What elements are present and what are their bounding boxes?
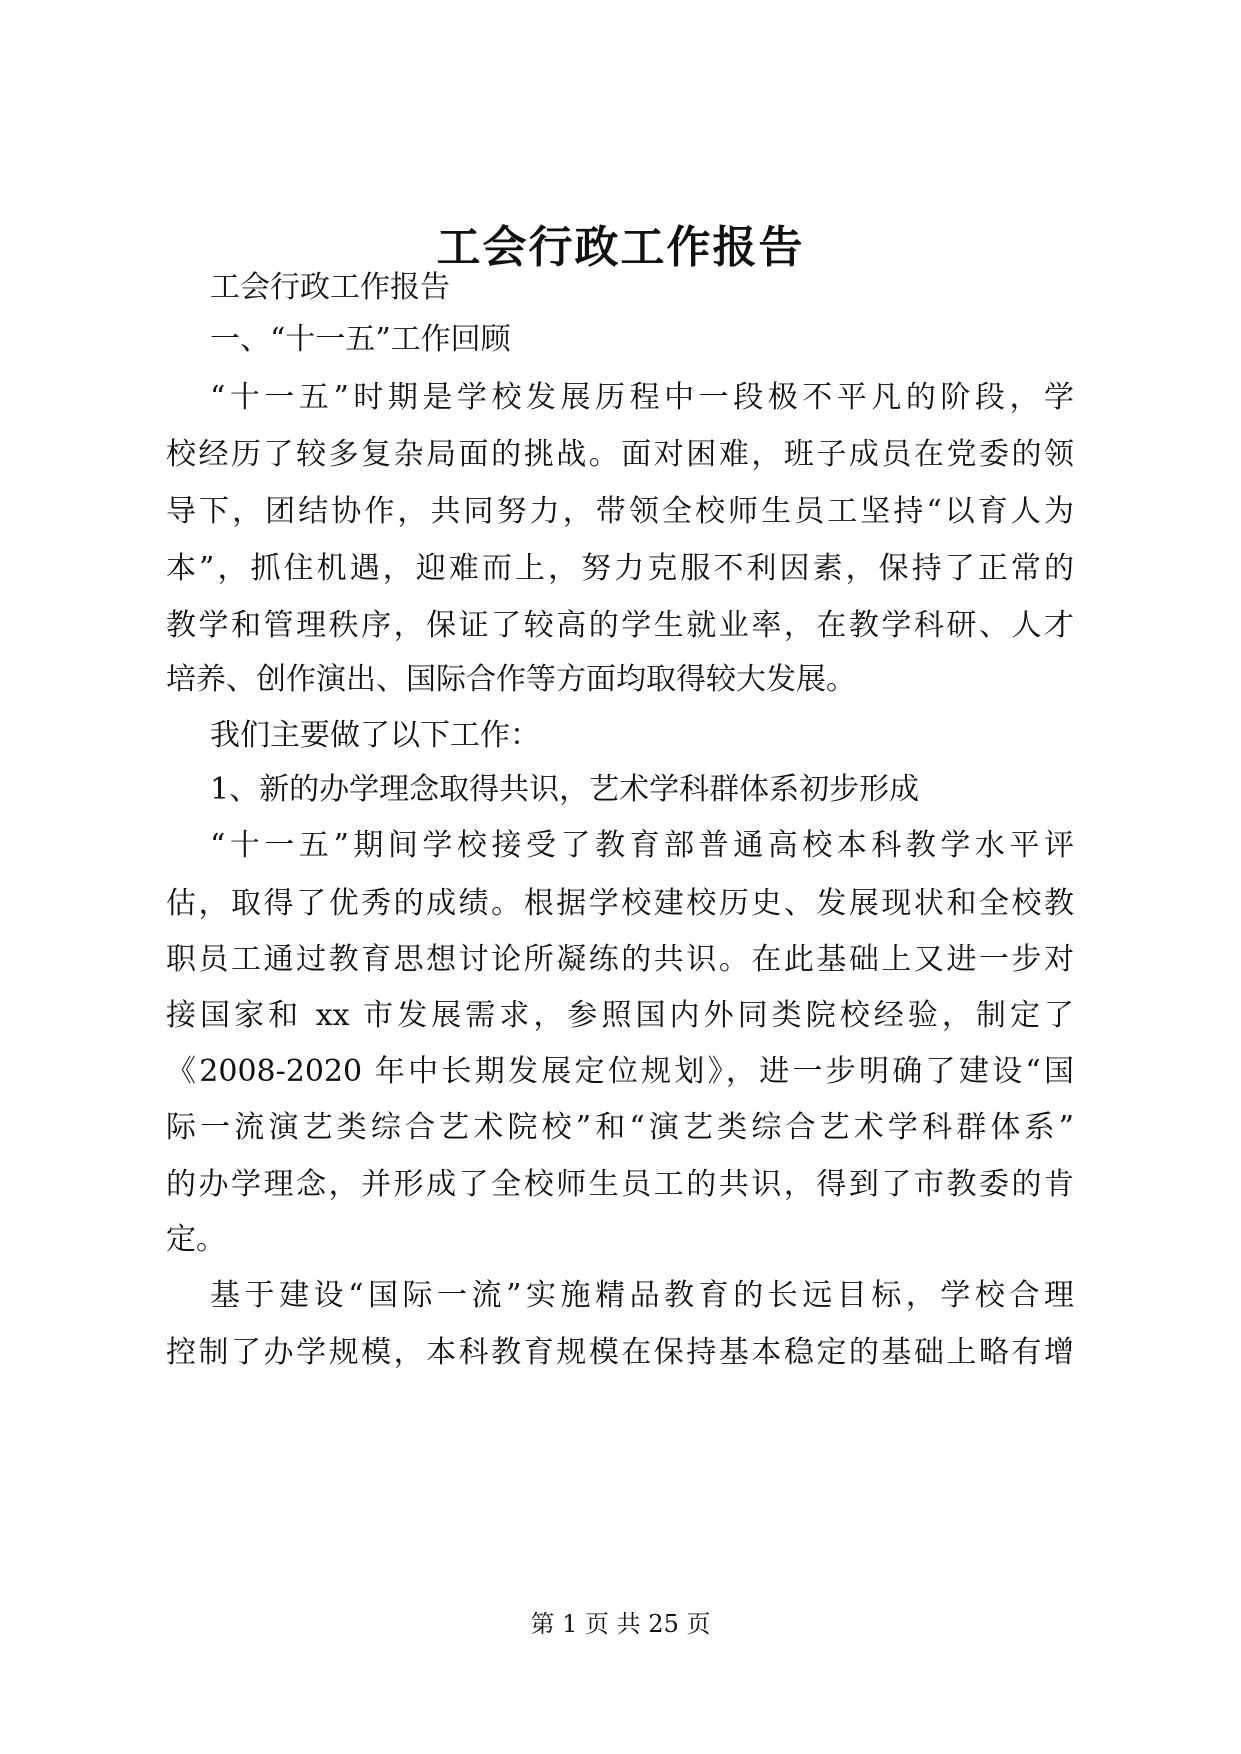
paragraph-line: 培养、创作演出、国际合作等方面均取得较大发展。 [166, 662, 856, 697]
paragraph-line: 际一流演艺类综合艺术院校”和“演艺类综合艺术学科群体系” [166, 1110, 1074, 1145]
subtitle-line: 工会行政工作报告 [210, 270, 450, 305]
subsection-heading: 1、新的办学理念取得共识，艺术学科群体系初步形成 [210, 772, 920, 807]
paragraph-line: 教学和管理秩序，保证了较高的学生就业率，在教学科研、人才 [166, 608, 1074, 643]
paragraph-line: 我们主要做了以下工作： [210, 718, 540, 753]
paragraph-line: 的办学理念，并形成了全校师生员工的共识，得到了市教委的肯 [166, 1167, 1074, 1202]
paragraph-line: 估，取得了优秀的成绩。根据学校建校历史、发展现状和全校教 [166, 886, 1074, 921]
paragraph-line: 控制了办学规模，本科教育规模在保持基本稳定的基础上略有增 [166, 1335, 1074, 1370]
paragraph-line: 校经历了较多复杂局面的挑战。面对困难，班子成员在党委的领 [166, 437, 1074, 472]
paragraph-line: 本”，抓住机遇，迎难而上，努力克服不利因素，保持了正常的 [166, 551, 1074, 586]
paragraph-line: 定。 [166, 1222, 226, 1257]
document-title: 工会行政工作报告 [436, 222, 805, 273]
paragraph-line: “十一五”期间学校接受了教育部普通高校本科教学水平评 [210, 828, 1074, 863]
paragraph-line: 基于建设“国际一流”实施精品教育的长远目标，学校合理 [210, 1278, 1074, 1313]
paragraph-line: 导下，团结协作，共同努力，带领全校师生员工坚持“以育人为 [166, 494, 1074, 529]
paragraph-line: 接国家和 xx 市发展需求，参照国内外同类院校经验，制定了 [166, 998, 1074, 1033]
paragraph-line: “十一五”时期是学校发展历程中一段极不平凡的阶段，学 [210, 380, 1074, 415]
paragraph-line: 《2008-2020 年中长期发展定位规划》，进一步明确了建设“国 [166, 1054, 1074, 1089]
paragraph-line: 职员工通过教育思想讨论所凝练的共识。在此基础上又进一步对 [166, 942, 1074, 977]
page-footer: 第 1 页 共 25 页 [530, 1610, 711, 1638]
section-heading: 一、“十一五”工作回顾 [210, 322, 511, 357]
